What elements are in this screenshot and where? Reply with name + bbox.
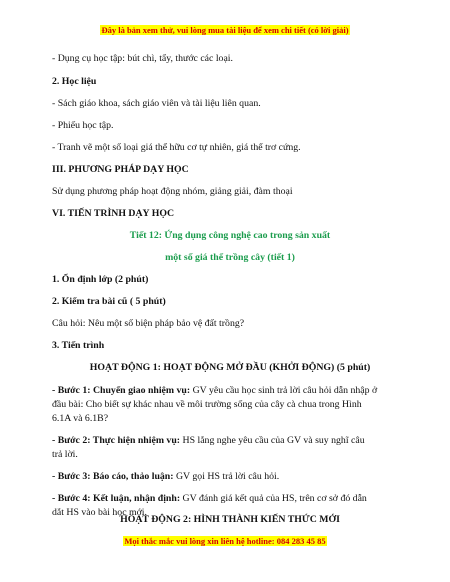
materials-item-pictures: - Tranh vẽ một số loại giá thể hữu cơ tự nhiên, giá thể trơ cứng. — [52, 142, 301, 153]
activity-1-title: HOẠT ĐỘNG 1: HOẠT ĐỘNG MỞ ĐẦU (KHỞI ĐỘNG) (5 phút) — [89, 362, 371, 373]
activity-1-step-2 — [52, 434, 408, 448]
activity-1-step-1 — [52, 384, 408, 398]
review-question: Câu hỏi: Nêu một số biện pháp bảo vệ đất trồng? — [52, 318, 245, 329]
activity-1-step-1-cont: đầu bài: Cho biết sự khác nhau về môi trường sống của cây cà chua trong Hình — [52, 399, 362, 410]
lesson-title-line-1: Tiết 12: Ứng dụng công nghệ cao trong sản xuất — [129, 230, 331, 241]
methods-heading: III. PHƯƠNG PHÁP DẠY HỌC — [52, 164, 189, 175]
activity-1-step-4-cont: dắt HS vào bài học mới. — [52, 507, 147, 518]
materials-item-worksheet: - Phiếu học tập. — [52, 120, 114, 131]
preview-notice-banner — [0, 25, 450, 35]
step-1-label: - Bước 1: Chuyển giao nhiệm vụ: — [52, 385, 191, 396]
preview-notice-text: Đây là bản xem thử, vui lòng mua tài liệu để xem chi tiết (có lời giải) — [101, 25, 349, 35]
materials-item-textbooks: - Sách giáo khoa, sách giáo viên và tài liệu liên quan. — [52, 98, 261, 109]
activity-2-title: HOẠT ĐỘNG 2: HÌNH THÀNH KIẾN THỨC MỚI — [120, 514, 340, 525]
activity-1-step-1-cont2: 6.1A và 6.1B? — [52, 413, 109, 424]
step-4-label: - Bước 4: Kết luận, nhận định: — [52, 493, 181, 504]
methods-text: Sử dụng phương pháp hoạt động nhóm, giảng giải, đàm thoại — [52, 186, 293, 197]
activity-1-step-2-cont: trả lời. — [52, 449, 78, 460]
process-heading: VI. TIẾN TRÌNH DẠY HỌC — [52, 208, 175, 219]
step-process: 3. Tiến trình — [52, 340, 105, 351]
step-3-text: GV gọi HS trả lời câu hỏi. — [173, 471, 280, 482]
tools-item: - Dụng cụ học tập: bút chì, tẩy, thước các loại. — [52, 53, 233, 64]
step-review: 2. Kiểm tra bài cũ ( 5 phút) — [52, 296, 166, 307]
step-4-text: GV đánh giá kết quả của HS, trên cơ sở đó dẫn — [180, 493, 367, 504]
activity-1-step-4 — [52, 492, 408, 506]
hotline-text: Mọi thắc mắc vui lòng xin liên hệ hotline: 084 283 45 85 — [124, 536, 326, 546]
lesson-title-line-2: một số giá thể trồng cây (tiết 1) — [165, 252, 295, 263]
step-2-text: HS lắng nghe yêu cầu của GV và suy nghĩ câu — [180, 435, 365, 446]
step-3-label: - Bước 3: Báo cáo, thảo luận: — [52, 471, 174, 482]
step-stabilize-class: 1. Ổn định lớp (2 phút) — [52, 274, 149, 285]
step-1-text: GV yêu cầu học sinh trả lời câu hỏi dẫn nhập ở — [190, 385, 378, 396]
step-2-label: - Bước 2: Thực hiện nhiệm vụ: — [52, 435, 181, 446]
materials-heading: 2. Học liệu — [52, 76, 97, 87]
activity-1-step-3 — [52, 470, 408, 484]
hotline-banner — [0, 536, 450, 546]
